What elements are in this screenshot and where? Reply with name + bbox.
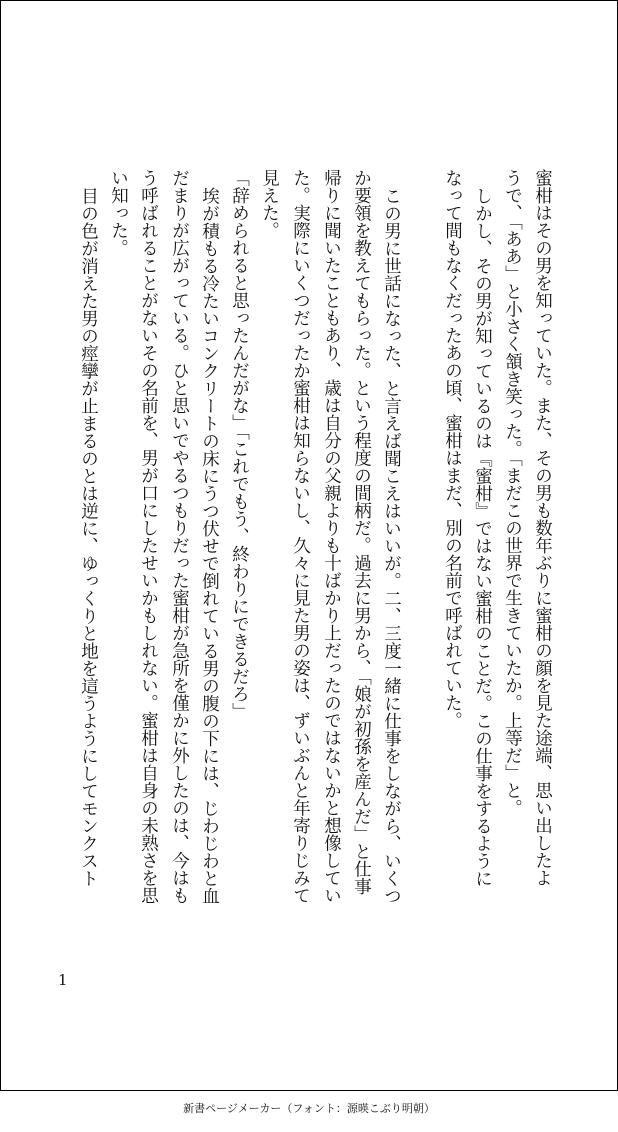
text-column: 帰りに聞いたこともあり、歳は自分の父親よりも十ばかり上だったのではないかと想像してい [321, 169, 342, 904]
text-column: う呼ばれることがないその名前を、男が口にしたせいかもしれない。蜜柑は自身の未熟さを思 [138, 169, 159, 904]
text-column: い知った。 [108, 169, 129, 257]
text-column: しかし、その男が知っているのは『蜜柑』ではない蜜柑のことだ。この仕事をするように [472, 186, 493, 887]
text-column: 見えた。 [259, 169, 280, 239]
text-column: この男に世話になった、と言えば聞こえはいいが。二、三度一緒に仕事をしながら、いくつ [381, 186, 402, 904]
text-column: 目の色が消えた男の痙攣が止まるのとは逆に、ゆっくりと地を這うようにしてモンクスト [78, 186, 99, 887]
text-column: うで、「ああ」と小さく頷き笑った。「まだこの世界で生きていたか。上等だ」と。 [502, 169, 523, 817]
page-number: 1 [58, 971, 68, 989]
text-column: だまりが広がっている。ひと思いでやるつもりだった蜜柑が急所を僅かに外したのは、今はも [169, 169, 190, 904]
footer-caption: 新書ページメーカー（フォント：源暎こぶり明朝） [183, 1102, 435, 1115]
text-column: か要領を教えてもらった。という程度の間柄だ。過去に男から、「娘が初孫を産んだ」と仕事 [351, 169, 372, 896]
text-column: 「辞められると思ったんだがな」「これでもう、終わりにできるだろ」 [229, 169, 250, 721]
text-column: た。実際にいくつだったか蜜柑は知らないし、久々に見た男の姿は、ずいぶんと年寄りじみて [290, 169, 311, 904]
text-column: 埃が積もる冷たいコンクリートの床にうつ伏せで倒れている男の腹の下には、じわじわと血 [199, 186, 220, 904]
text-column: 蜜柑はその男を知っていた。また、その男も数年ぶりに蜜柑の顔を見た途端、思い出したよ [532, 169, 553, 887]
text-column: なって間もなくだったあの頃、蜜柑はまだ、別の名前で呼ばれていた。 [442, 169, 463, 729]
